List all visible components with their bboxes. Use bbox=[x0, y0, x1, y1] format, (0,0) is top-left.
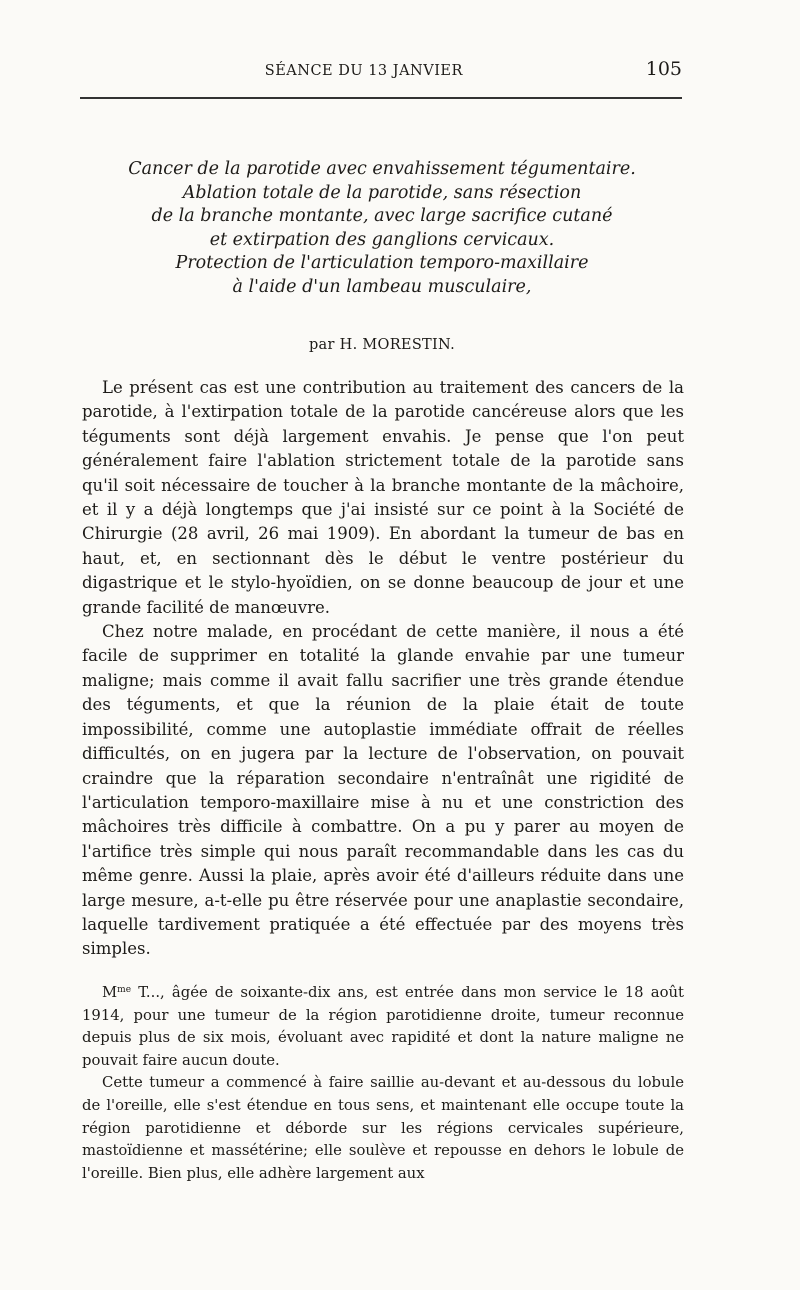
title-line: Protection de l'articulation temporo-maxillaire bbox=[175, 253, 589, 273]
article-title bbox=[82, 158, 682, 299]
running-header bbox=[82, 58, 682, 80]
observation-paragraph bbox=[82, 982, 684, 1072]
observation-paragraph: Cette tumeur a commencé à faire saillie au-devant et au-dessous du lobule de l'oreille, elle s'est étendue en tous sens, et maintenant elle occupe toute la région parotidienne et déborde sur les régions cervicales supérieure, mastoïdienne et massétérine; elle soulève et repousse en dehors le lobule de l'oreille. Bien plus, elle adhère largement aux bbox=[82, 1074, 684, 1182]
title-line: Cancer de la parotide avec envahissement tégumentaire. bbox=[128, 159, 636, 179]
page-number: 105 bbox=[645, 58, 682, 80]
title-line: à l'aide d'un lambeau musculaire, bbox=[232, 276, 532, 297]
body-paragraph: Le présent cas est une contribution au traitement des cancers de la parotide, à l'extirpation totale de la parotide cancéreuse alors que les téguments sont déjà largement envahis. Je pense que l'on peut généralement faire l'ablation strictement totale de la parotide sans qu'il soit nécessaire de toucher à la branche montante de la mâchoire, et il y a déjà longtemps que j'ai insisté sur ce point à la Société de Chirurgie (28 avril, 26 mai 1909). En abordant la tumeur de bas en haut, et, en sectionnant dès le début le ventre postérieur du digastrique et le stylo-hyoïdien, on se donne beaucoup de jour et une grande facilité de manœuvre. bbox=[82, 378, 684, 617]
running-title: SÉANCE DU 13 JANVIER bbox=[264, 63, 463, 79]
observation-paragraph-text: T..., âgée de soixante-dix ans, est entrée dans mon service le 18 août 1914, pour une tumeur de la région parotidienne droite, tumeur reconnue depuis plus de six mois, évoluant avec rapidité et dont la nature maligne ne pouvait faire aucun doute. bbox=[82, 984, 684, 1069]
observation-text bbox=[82, 982, 684, 1185]
body-text bbox=[82, 376, 684, 962]
header-rule bbox=[80, 97, 682, 99]
title-line: Ablation totale de la parotide, sans résection bbox=[182, 182, 582, 203]
body-paragraph: Chez notre malade, en procédant de cette manière, il nous a été facile de supprimer en totalité la glande envahie par une tumeur maligne; mais comme il avait fallu sacrifier une très grande étendue des téguments, et que la réunion de la plaie était de toute impossibilité, comme une autoplastie immédiate offrait de réelles difficultés, on en jugera par la lecture de l'observation, on pouvait craindre que la réparation secondaire n'entraînât une rigidité de l'articulation temporo-maxillaire mise à nu et une constriction des mâchoires très difficile à combattre. On a pu y parer au moyen de l'artifice très simple qui nous paraît recommandable dans les cas du même genre. Aussi la plaie, après avoir été d'ailleurs réduite dans une large mesure, a-t-elle pu être réservée pour une anaplastie secondaire, laquelle tardivement pratiquée a été effectuée par des moyens très simples. bbox=[82, 622, 684, 959]
title-line: de la branche montante, avec large sacrifice cutané bbox=[151, 206, 613, 226]
abbr-madame: M bbox=[102, 984, 118, 1001]
title-line: et extirpation des ganglions cervicaux. bbox=[209, 229, 555, 250]
abbr-superscript: me bbox=[117, 985, 132, 995]
author-line: par H. MORESTIN. bbox=[308, 337, 456, 353]
